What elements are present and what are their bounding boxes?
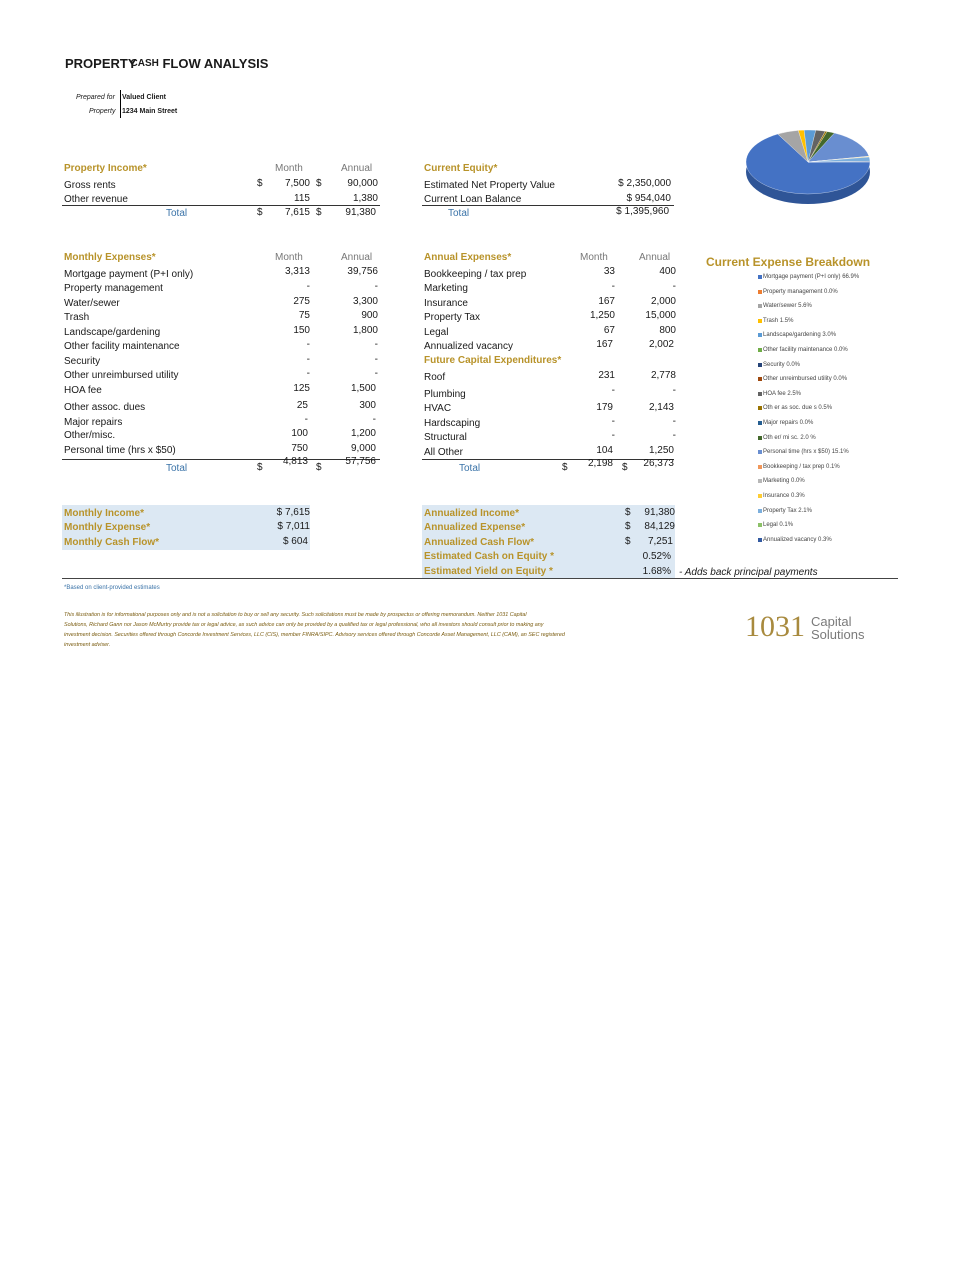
annual-expense-label: Property Tax bbox=[424, 312, 480, 323]
disclaimer-line: investment decision. Securities offered through Concorde Investment Services, LLC (CIS), member FINRA/SIPC. Advisory services offered through Concorde Asset Management, LLC (CAM), an SEC registered bbox=[64, 632, 565, 638]
monthly-expense-annual: - bbox=[374, 354, 378, 365]
property-value: 1234 Main Street bbox=[122, 108, 178, 115]
annual-summary-dollar: $ bbox=[625, 507, 631, 518]
legend-swatch bbox=[758, 436, 762, 440]
annual-summary-value: 7,251 bbox=[647, 536, 673, 547]
monthly-expense-annual: - bbox=[372, 414, 376, 425]
capex-month: 104 bbox=[596, 445, 613, 456]
annual-expenses-total-dollar: $ bbox=[562, 462, 568, 473]
legend-label: HOA fee 2.5% bbox=[763, 390, 802, 397]
capex-annual: - bbox=[672, 385, 676, 396]
monthly-expense-month: 750 bbox=[291, 443, 308, 454]
monthly-expense-month: 125 bbox=[293, 383, 310, 394]
monthly-expense-label: Landscape/gardening bbox=[64, 327, 161, 338]
annual-expenses-total-dollar: $ bbox=[622, 462, 628, 473]
monthly-expenses-heading: Monthly Expenses* bbox=[64, 252, 156, 263]
monthly-expense-annual: 9,000 bbox=[350, 443, 376, 454]
monthly-expense-label: Other/misc. bbox=[64, 430, 116, 441]
annual-expense-annual: 2,000 bbox=[650, 296, 676, 307]
income-total-rule bbox=[62, 205, 380, 206]
monthly-expense-month: 100 bbox=[291, 428, 308, 439]
monthly-expense-annual: - bbox=[374, 368, 378, 379]
annual-expense-annual: 2,002 bbox=[648, 339, 674, 350]
disclaimer-line: investment adviser. bbox=[64, 642, 111, 648]
annual-expense-month: 33 bbox=[603, 266, 615, 277]
monthly-expenses-total-label: Total bbox=[166, 463, 188, 474]
title-part-property: PROPERTY bbox=[65, 56, 137, 71]
monthly-summary-value: $ 7,011 bbox=[277, 521, 310, 532]
annual-expense-month: 167 bbox=[596, 339, 613, 350]
legend-label: Bookkeeping / tax prep 0.1% bbox=[763, 463, 840, 470]
income-row-annual: 1,380 bbox=[352, 193, 378, 204]
income-month-header: Month bbox=[275, 163, 303, 174]
legend-swatch bbox=[758, 377, 762, 381]
income-row-dollar: $ bbox=[316, 178, 322, 189]
capex-month: - bbox=[611, 385, 615, 396]
monthly-expense-annual: 39,756 bbox=[347, 266, 378, 277]
annual-summary-dollar: $ bbox=[625, 521, 631, 532]
monthly-expense-annual: 300 bbox=[359, 400, 376, 411]
annual-expense-label: Insurance bbox=[424, 298, 468, 309]
monthly-expense-annual: 1,500 bbox=[350, 383, 376, 394]
income-heading: Property Income* bbox=[64, 163, 147, 174]
monthly-expense-month: - bbox=[306, 354, 310, 365]
disclaimer-line: This illustration is for informational purposes only and is not a solicitation to buy or sell any security. Such solicitations must be made by prospectus or offering memorandum. Neither 1031 Capital bbox=[64, 612, 527, 618]
monthly-expense-label: Water/sewer bbox=[64, 298, 120, 309]
annual-expenses-total-annual: 26,373 bbox=[643, 458, 674, 469]
capex-label: Roof bbox=[424, 372, 446, 383]
chart-title: Current Expense Breakdown bbox=[706, 255, 871, 269]
monthly-summary-label: Monthly Expense* bbox=[64, 522, 151, 533]
annual-expenses-heading: Annual Expenses* bbox=[424, 252, 512, 263]
annual-summary-value: 1.68% bbox=[642, 566, 671, 577]
capex-month: - bbox=[611, 430, 615, 441]
monthly-expense-label: Other assoc. dues bbox=[64, 402, 146, 413]
monthly-expense-label: Other unreimbursed utility bbox=[64, 370, 179, 381]
legend-swatch bbox=[758, 450, 762, 454]
annual-expense-month: 1,250 bbox=[589, 310, 615, 321]
annual-summary-dollar: $ bbox=[625, 536, 631, 547]
legend-swatch bbox=[758, 494, 762, 498]
capex-label: HVAC bbox=[424, 403, 452, 414]
capex-annual: 2,778 bbox=[650, 370, 676, 381]
legend-label: Marketing 0.0% bbox=[763, 478, 805, 485]
annual-expense-month: - bbox=[611, 281, 615, 292]
monthly-expenses-total-month: 4,813 bbox=[282, 456, 308, 467]
legend-label: Oth er/ mi sc. 2.0 % bbox=[763, 434, 816, 441]
monthly-summary-value: $ 604 bbox=[282, 536, 308, 547]
capex-annual: - bbox=[672, 430, 676, 441]
capex-label: All Other bbox=[424, 447, 463, 458]
monthly-summary-label: Monthly Income* bbox=[64, 508, 145, 519]
income-total-dollar: $ bbox=[316, 207, 322, 218]
annual-expense-month: 67 bbox=[603, 325, 615, 336]
legend-label: Landscape/gardening 3.0% bbox=[763, 332, 837, 339]
logo-number: 1031 bbox=[745, 610, 805, 643]
prepared-divider bbox=[120, 90, 121, 118]
monthly-expense-label: Property management bbox=[64, 283, 163, 294]
legend-swatch bbox=[758, 479, 762, 483]
annual-summary-value: 84,129 bbox=[644, 521, 675, 532]
disclaimer-line: Solutions, Richard Gann nor Jason McMurtry provide tax or legal advice, as such advice can only be provided by a qualified tax or legal professional, who all investors should consult prior to making any bbox=[64, 622, 544, 628]
annual-expense-annual: 800 bbox=[659, 325, 676, 336]
equity-heading: Current Equity* bbox=[424, 163, 498, 174]
expense-pie-chart bbox=[738, 124, 878, 214]
legend-label: Insurance 0.3% bbox=[763, 493, 805, 499]
capex-month: 231 bbox=[598, 370, 615, 381]
legend-swatch bbox=[758, 304, 762, 308]
monthly-expenses-annual-header: Annual bbox=[341, 252, 373, 263]
income-row-label: Other revenue bbox=[64, 194, 128, 205]
legend-label: Property Tax 2.1% bbox=[763, 507, 812, 514]
monthly-expenses-month-header: Month bbox=[275, 252, 303, 263]
pie-slices bbox=[746, 130, 870, 194]
legend-label: Other facility maintenance 0.0% bbox=[763, 347, 848, 353]
logo-word-solutions: Solutions bbox=[811, 627, 865, 642]
monthly-expense-annual: - bbox=[374, 281, 378, 292]
legend-swatch bbox=[758, 392, 762, 396]
monthly-expense-month: - bbox=[306, 281, 310, 292]
legend-swatch bbox=[758, 363, 762, 367]
equity-row-value: $ 954,040 bbox=[626, 193, 671, 204]
monthly-expense-month: 150 bbox=[293, 325, 310, 336]
legend-label: Other unreimbursed utility 0.0% bbox=[763, 376, 848, 383]
legend-swatch bbox=[758, 523, 762, 527]
page-title bbox=[65, 56, 274, 74]
annual-expense-month: 167 bbox=[598, 296, 615, 307]
prepared-for-label: Prepared for bbox=[76, 94, 115, 101]
legend-label: Trash 1.5% bbox=[763, 317, 794, 324]
annual-expense-label: Bookkeeping / tax prep bbox=[424, 269, 527, 280]
annual-expense-label: Marketing bbox=[424, 283, 468, 294]
monthly-expense-label: Personal time (hrs x $50) bbox=[64, 445, 176, 456]
legend-label: Oth er as soc. due s 0.5% bbox=[763, 405, 833, 412]
monthly-summary-label: Monthly Cash Flow* bbox=[64, 537, 159, 548]
monthly-expense-annual: 900 bbox=[361, 310, 378, 321]
monthly-expense-label: Major repairs bbox=[64, 417, 123, 428]
annual-expenses-total-month: 2,198 bbox=[587, 458, 613, 469]
property-label: Property bbox=[89, 108, 116, 115]
prepared-for-value: Valued Client bbox=[122, 94, 166, 101]
legend-label: Annualized vacancy 0.3% bbox=[763, 536, 832, 543]
annual-summary-label: Estimated Yield on Equity * bbox=[424, 566, 553, 577]
monthly-expense-month: - bbox=[306, 339, 310, 350]
footnote: *Based on client-provided estimates bbox=[64, 585, 160, 591]
income-annual-header: Annual bbox=[341, 163, 373, 174]
annual-expense-label: Annualized vacancy bbox=[424, 341, 513, 352]
annual-expenses-annual-header: Annual bbox=[639, 252, 671, 263]
monthly-expense-annual: 1,800 bbox=[352, 325, 378, 336]
income-row-month: 7,500 bbox=[284, 178, 310, 189]
equity-row-label: Estimated Net Property Value bbox=[424, 180, 555, 191]
income-row-annual: 90,000 bbox=[347, 178, 378, 189]
annual-summary-label: Annualized Expense* bbox=[424, 522, 526, 533]
annual-expense-annual: 400 bbox=[659, 266, 676, 277]
monthly-expense-annual: - bbox=[374, 339, 378, 350]
monthly-expense-month: 275 bbox=[293, 296, 310, 307]
monthly-expenses-total-dollar: $ bbox=[316, 462, 322, 473]
legend-label: Water/sewer 5.6% bbox=[763, 303, 812, 310]
annual-summary-label: Annualized Income* bbox=[424, 508, 520, 519]
income-total-month: 7,615 bbox=[284, 207, 310, 218]
income-total-label: Total bbox=[166, 208, 188, 219]
legend-label: Personal time (hrs x $50) 15.1% bbox=[763, 449, 849, 456]
income-row-month: 115 bbox=[294, 193, 310, 204]
capex-label: Hardscaping bbox=[424, 418, 481, 429]
legend-label: Legal 0.1% bbox=[763, 522, 794, 529]
legend-swatch bbox=[758, 406, 762, 410]
legend-swatch bbox=[758, 421, 762, 425]
annual-expenses-total-label: Total bbox=[459, 463, 481, 474]
monthly-expense-label: Other facility maintenance bbox=[64, 341, 180, 352]
capex-annual: - bbox=[672, 416, 676, 427]
monthly-expense-annual: 1,200 bbox=[350, 428, 376, 439]
monthly-expense-annual: 3,300 bbox=[352, 296, 378, 307]
income-row-label: Gross rents bbox=[64, 180, 116, 191]
capex-annual: 1,250 bbox=[648, 445, 674, 456]
annual-summary-label: Estimated Cash on Equity * bbox=[424, 551, 555, 562]
legend-swatch bbox=[758, 333, 762, 337]
annual-expense-label: Legal bbox=[424, 327, 449, 338]
title-part-cash: CASH bbox=[130, 58, 159, 69]
monthly-expense-month: - bbox=[304, 414, 308, 425]
income-total-annual: 91,380 bbox=[345, 207, 376, 218]
monthly-expense-label: Security bbox=[64, 356, 101, 367]
monthly-expense-month: - bbox=[306, 368, 310, 379]
monthly-expense-month: 25 bbox=[296, 400, 308, 411]
equity-row-label: Current Loan Balance bbox=[424, 194, 522, 205]
equity-row-value: $ 2,350,000 bbox=[618, 178, 671, 189]
legend-swatch bbox=[758, 275, 762, 279]
monthly-expense-month: 75 bbox=[298, 310, 310, 321]
monthly-expense-month: 3,313 bbox=[284, 266, 310, 277]
annual-summary-value: 0.52% bbox=[642, 551, 671, 562]
legend-label: Mortgage payment (P+I only) 66.9% bbox=[763, 274, 860, 280]
summary-bottom-rule bbox=[62, 578, 898, 579]
annual-summary-value: 91,380 bbox=[644, 507, 675, 518]
title-part-flow: FLOW ANALYSIS bbox=[158, 56, 269, 71]
monthly-summary-value: $ 7,615 bbox=[276, 507, 310, 518]
legend-label: Property management 0.0% bbox=[763, 288, 838, 295]
annual-expense-annual: - bbox=[672, 281, 676, 292]
legend-swatch bbox=[758, 509, 762, 513]
monthly-expense-label: Mortgage payment (P+I only) bbox=[64, 269, 194, 280]
legend-swatch bbox=[758, 290, 762, 294]
equity-total-label: Total bbox=[448, 208, 470, 219]
legend-swatch bbox=[758, 465, 762, 469]
legend-swatch bbox=[758, 319, 762, 323]
equity-total-value: $ 1,395,960 bbox=[616, 206, 669, 217]
income-row-dollar: $ bbox=[257, 178, 263, 189]
capex-label: Structural bbox=[424, 432, 467, 443]
yield-note: - Adds back principal payments bbox=[679, 567, 818, 578]
legend-label: Major repairs 0.0% bbox=[763, 420, 814, 426]
annual-summary-label: Annualized Cash Flow* bbox=[424, 537, 535, 548]
legend-swatch bbox=[758, 538, 762, 542]
monthly-expenses-total-dollar: $ bbox=[257, 462, 263, 473]
income-total-dollar: $ bbox=[257, 207, 263, 218]
capex-annual: 2,143 bbox=[648, 402, 674, 413]
monthly-expense-label: Trash bbox=[64, 312, 90, 323]
monthly-expenses-total-annual: 57,756 bbox=[345, 456, 376, 467]
monthly-expense-label: HOA fee bbox=[64, 385, 102, 396]
legend-label: Security 0.0% bbox=[763, 361, 801, 368]
logo-word-capital: Capital bbox=[811, 614, 852, 629]
capex-label: Plumbing bbox=[424, 389, 466, 400]
annual-expense-annual: 15,000 bbox=[645, 310, 676, 321]
capex-month: 179 bbox=[596, 402, 613, 413]
capex-heading: Future Capital Expenditures* bbox=[424, 355, 562, 366]
capex-month: - bbox=[611, 416, 615, 427]
legend-swatch bbox=[758, 348, 762, 352]
annual-expenses-month-header: Month bbox=[580, 252, 608, 263]
